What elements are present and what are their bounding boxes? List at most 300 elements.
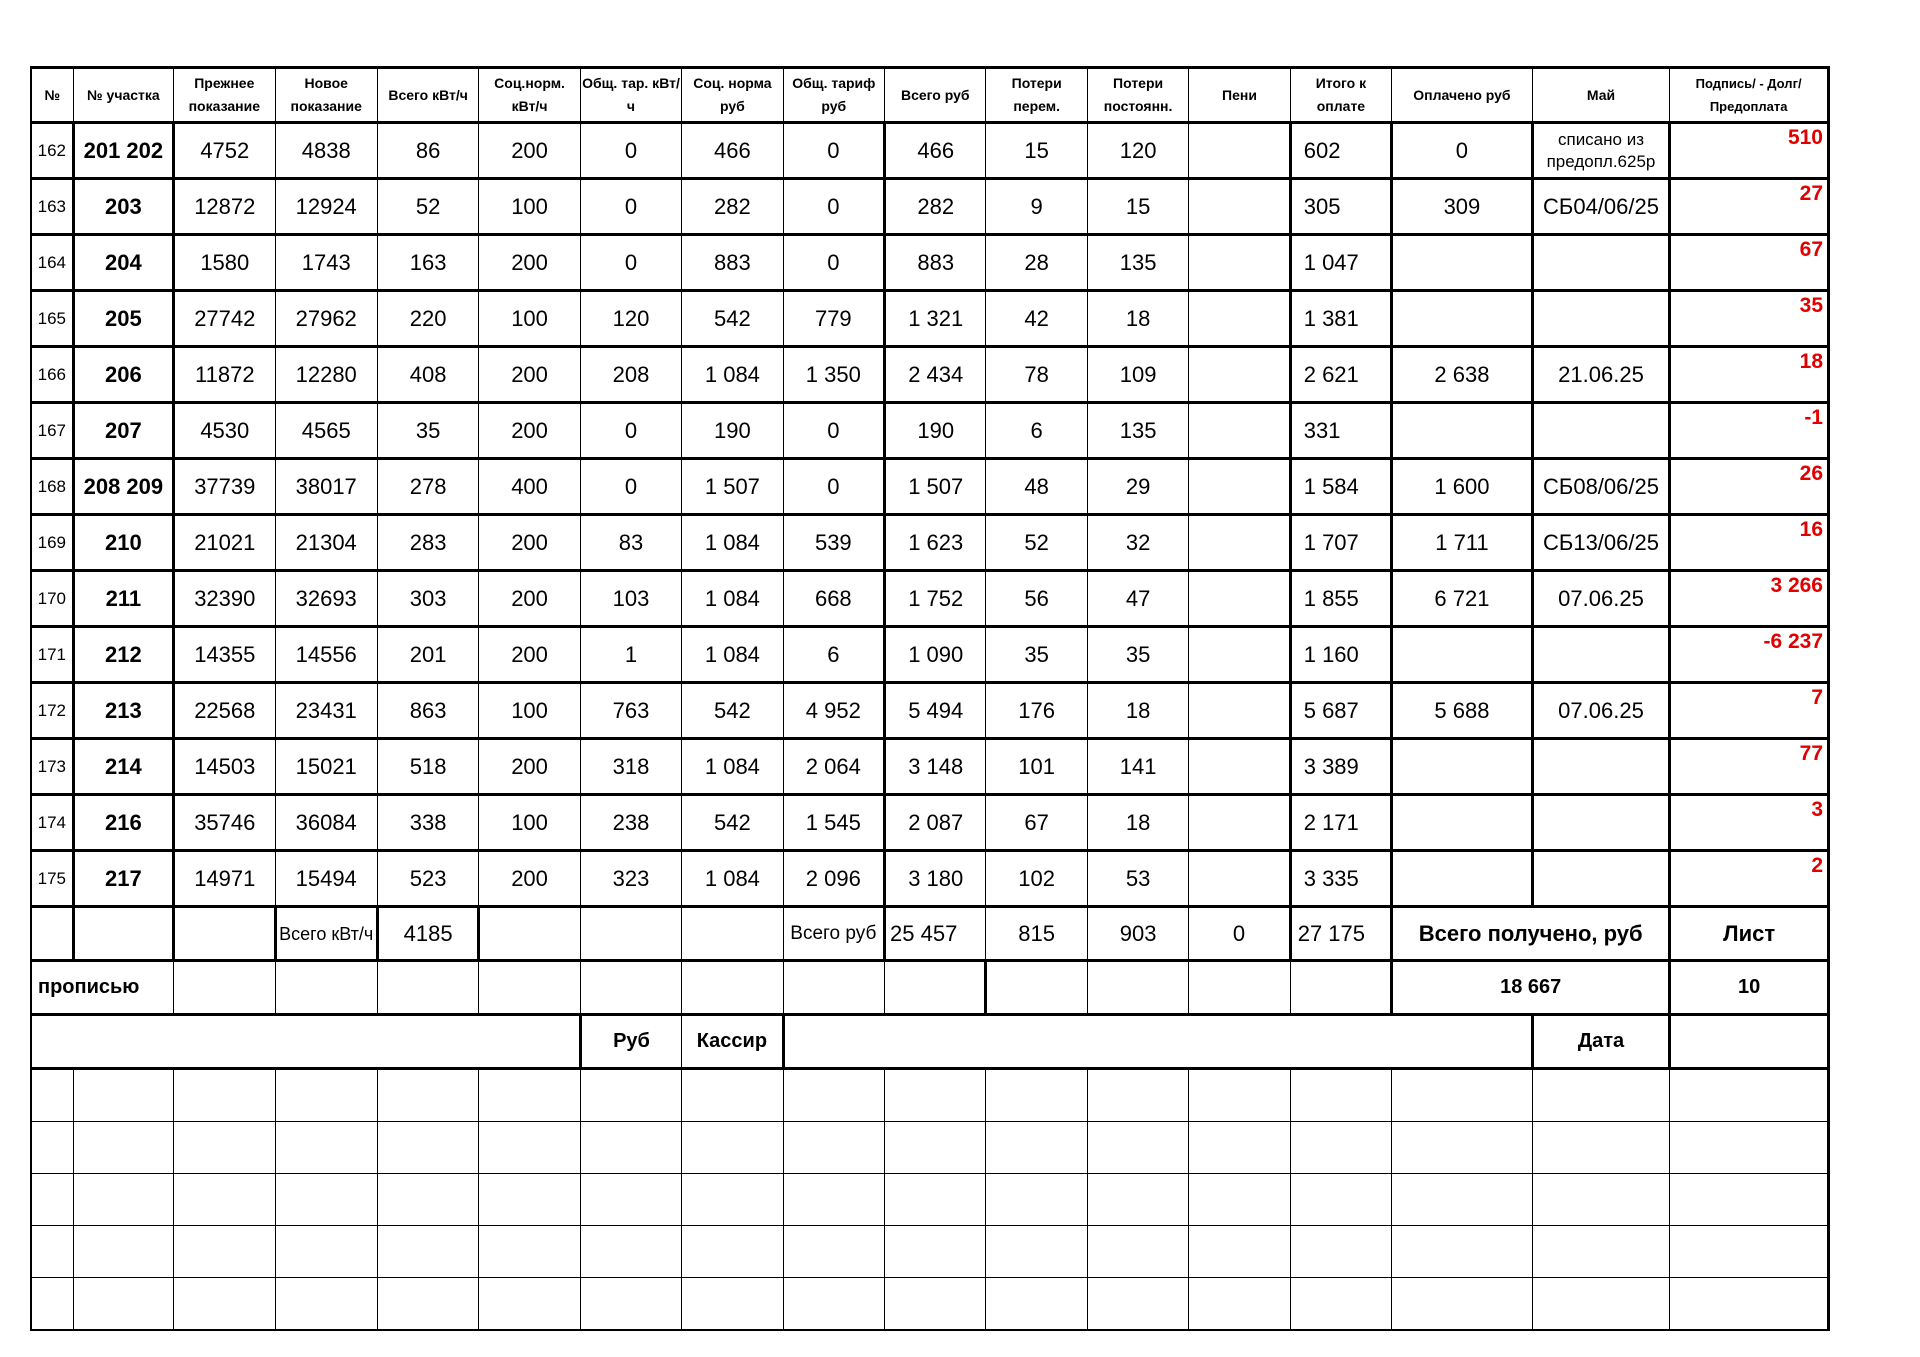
new-reading-cell: 38017 <box>275 459 377 515</box>
header-gen-rub: Общ. тариф руб <box>783 68 884 123</box>
empty-cell <box>377 1278 478 1331</box>
penalty-cell <box>1189 571 1290 627</box>
header-plot: № участка <box>73 68 173 123</box>
row-num-cell: 174 <box>31 795 73 851</box>
loss-constant-cell: 18 <box>1087 795 1188 851</box>
penalty-cell <box>1189 403 1290 459</box>
in-words-row <box>31 961 1829 1015</box>
social-rub-cell: 542 <box>682 795 783 851</box>
total-kwh-cell: 863 <box>377 683 478 739</box>
totals-penalty: 0 <box>1189 907 1290 961</box>
general-rub-cell: 2 096 <box>783 851 884 907</box>
totals-to-pay: 27 175 <box>1290 907 1391 961</box>
empty-cell <box>1290 1226 1391 1278</box>
general-rub-cell: 779 <box>783 291 884 347</box>
new-reading-cell: 21304 <box>275 515 377 571</box>
plot-number-cell: 211 <box>73 571 173 627</box>
social-rub-cell: 190 <box>682 403 783 459</box>
social-kwh-cell: 200 <box>479 403 580 459</box>
social-rub-cell: 1 084 <box>682 347 783 403</box>
empty-cell <box>1087 1278 1188 1331</box>
empty-cell <box>1087 1122 1188 1174</box>
amount-due-cell: 1 707 <box>1290 515 1391 571</box>
header-num: № <box>31 68 73 123</box>
social-rub-cell: 1 507 <box>682 459 783 515</box>
empty-cell <box>1392 1174 1533 1226</box>
loss-constant-cell: 29 <box>1087 459 1188 515</box>
total-rub-cell: 883 <box>885 235 986 291</box>
total-rub-cell: 1 752 <box>885 571 986 627</box>
header-gen-kwh: Общ. тар. кВт/ч <box>580 68 681 123</box>
empty-cell <box>783 1174 884 1226</box>
empty-cell <box>479 1174 580 1226</box>
new-reading-cell: 12280 <box>275 347 377 403</box>
social-kwh-cell: 100 <box>479 291 580 347</box>
loss-variable-cell: 102 <box>986 851 1087 907</box>
empty-cell <box>1670 1122 1829 1174</box>
empty-row <box>31 1226 1829 1278</box>
social-rub-cell: 282 <box>682 179 783 235</box>
empty-cell <box>1290 1278 1391 1331</box>
general-kwh-cell: 323 <box>580 851 681 907</box>
total-rub-cell: 190 <box>885 403 986 459</box>
row-num-cell: 173 <box>31 739 73 795</box>
prev-reading-cell: 14503 <box>174 739 275 795</box>
empty-cell <box>1532 1226 1670 1278</box>
total-kwh-cell: 283 <box>377 515 478 571</box>
row-num-cell: 164 <box>31 235 73 291</box>
in-words-blank <box>783 961 884 1015</box>
empty-cell <box>73 1069 173 1122</box>
penalty-cell <box>1189 627 1290 683</box>
empty-cell <box>1290 1069 1391 1122</box>
general-kwh-cell: 318 <box>580 739 681 795</box>
loss-constant-cell: 135 <box>1087 235 1188 291</box>
general-rub-cell: 0 <box>783 123 884 179</box>
balance-cell: 510 <box>1670 123 1829 179</box>
totals-row <box>31 907 1829 961</box>
social-kwh-cell: 100 <box>479 795 580 851</box>
new-reading-cell: 14556 <box>275 627 377 683</box>
plot-number-cell: 201 202 <box>73 123 173 179</box>
social-kwh-cell: 100 <box>479 683 580 739</box>
totals-blank <box>682 907 783 961</box>
payment-note-cell: 07.06.25 <box>1532 571 1670 627</box>
paid-rub-cell: 0 <box>1392 123 1533 179</box>
loss-variable-cell: 48 <box>986 459 1087 515</box>
amount-due-cell: 331 <box>1290 403 1391 459</box>
empty-cell <box>1189 1278 1290 1331</box>
header-paid: Оплачено руб <box>1392 68 1533 123</box>
general-rub-cell: 668 <box>783 571 884 627</box>
table-row <box>31 515 1829 571</box>
totals-blank <box>73 907 173 961</box>
total-kwh-cell: 163 <box>377 235 478 291</box>
balance-cell: 67 <box>1670 235 1829 291</box>
totals-blank <box>174 907 275 961</box>
prev-reading-cell: 1580 <box>174 235 275 291</box>
social-rub-cell: 1 084 <box>682 571 783 627</box>
empty-cell <box>377 1069 478 1122</box>
empty-cell <box>73 1174 173 1226</box>
prev-reading-cell: 27742 <box>174 291 275 347</box>
loss-constant-cell: 141 <box>1087 739 1188 795</box>
totals-kwh-value: 4185 <box>377 907 478 961</box>
loss-variable-cell: 52 <box>986 515 1087 571</box>
loss-constant-cell: 18 <box>1087 291 1188 347</box>
empty-cell <box>479 1226 580 1278</box>
paid-rub-cell <box>1392 795 1533 851</box>
social-kwh-cell: 200 <box>479 347 580 403</box>
loss-variable-cell: 56 <box>986 571 1087 627</box>
header-soc-rub: Соц. норма руб <box>682 68 783 123</box>
amount-due-cell: 2 171 <box>1290 795 1391 851</box>
in-words-blank <box>580 961 681 1015</box>
cashier-signature-field <box>783 1015 1532 1069</box>
in-words-label: прописью <box>31 961 174 1015</box>
social-kwh-cell: 200 <box>479 851 580 907</box>
total-rub-cell: 5 494 <box>885 683 986 739</box>
table-row <box>31 851 1829 907</box>
new-reading-cell: 36084 <box>275 795 377 851</box>
table-row <box>31 627 1829 683</box>
new-reading-cell: 27962 <box>275 291 377 347</box>
empty-cell <box>275 1226 377 1278</box>
empty-row <box>31 1069 1829 1122</box>
empty-cell <box>783 1278 884 1331</box>
payment-note-cell: СБ08/06/25 <box>1532 459 1670 515</box>
empty-cell <box>986 1122 1087 1174</box>
empty-cell <box>275 1122 377 1174</box>
sheet-label: Лист <box>1670 907 1829 961</box>
empty-cell <box>31 1069 73 1122</box>
empty-cell <box>783 1069 884 1122</box>
row-num-cell: 171 <box>31 627 73 683</box>
totals-blank <box>31 907 73 961</box>
empty-cell <box>783 1122 884 1174</box>
empty-cell <box>275 1278 377 1331</box>
general-kwh-cell: 1 <box>580 627 681 683</box>
paid-rub-cell: 6 721 <box>1392 571 1533 627</box>
total-kwh-cell: 408 <box>377 347 478 403</box>
new-reading-cell: 32693 <box>275 571 377 627</box>
prev-reading-cell: 21021 <box>174 515 275 571</box>
empty-cell <box>377 1122 478 1174</box>
general-rub-cell: 0 <box>783 403 884 459</box>
table-row <box>31 179 1829 235</box>
payment-note-cell <box>1532 795 1670 851</box>
empty-cell <box>479 1278 580 1331</box>
in-words-blank <box>479 961 580 1015</box>
empty-cell <box>1532 1069 1670 1122</box>
empty-cell <box>580 1174 681 1226</box>
paid-rub-cell <box>1392 235 1533 291</box>
row-num-cell: 168 <box>31 459 73 515</box>
general-rub-cell: 539 <box>783 515 884 571</box>
loss-variable-cell: 101 <box>986 739 1087 795</box>
empty-cell <box>580 1226 681 1278</box>
totals-loss-const: 903 <box>1087 907 1188 961</box>
amount-due-cell: 2 621 <box>1290 347 1391 403</box>
empty-cell <box>1290 1174 1391 1226</box>
balance-cell: 16 <box>1670 515 1829 571</box>
row-num-cell: 167 <box>31 403 73 459</box>
penalty-cell <box>1189 179 1290 235</box>
empty-cell <box>31 1278 73 1331</box>
in-words-blank <box>1087 961 1188 1015</box>
social-rub-cell: 542 <box>682 683 783 739</box>
empty-row <box>31 1278 1829 1331</box>
cashier-blank <box>31 1015 580 1069</box>
social-rub-cell: 466 <box>682 123 783 179</box>
social-rub-cell: 542 <box>682 291 783 347</box>
empty-cell <box>174 1122 275 1174</box>
in-words-blank <box>1290 961 1391 1015</box>
balance-cell: 3 <box>1670 795 1829 851</box>
table-row <box>31 795 1829 851</box>
balance-cell: 2 <box>1670 851 1829 907</box>
empty-cell <box>986 1278 1087 1331</box>
row-num-cell: 170 <box>31 571 73 627</box>
empty-cell <box>1670 1174 1829 1226</box>
empty-cell <box>682 1278 783 1331</box>
table-row <box>31 403 1829 459</box>
loss-variable-cell: 67 <box>986 795 1087 851</box>
total-rub-cell: 1 090 <box>885 627 986 683</box>
empty-cell <box>986 1226 1087 1278</box>
new-reading-cell: 4565 <box>275 403 377 459</box>
header-sign: Подпись/ - Долг/Предоплата <box>1670 68 1829 123</box>
paid-rub-cell: 1 600 <box>1392 459 1533 515</box>
loss-constant-cell: 53 <box>1087 851 1188 907</box>
social-kwh-cell: 400 <box>479 459 580 515</box>
date-field <box>1670 1015 1829 1069</box>
paid-rub-cell <box>1392 627 1533 683</box>
paid-rub-cell: 309 <box>1392 179 1533 235</box>
balance-cell: 3 266 <box>1670 571 1829 627</box>
totals-rub-label: Всего руб <box>783 907 884 961</box>
empty-cell <box>174 1069 275 1122</box>
paid-rub-cell: 2 638 <box>1392 347 1533 403</box>
loss-variable-cell: 15 <box>986 123 1087 179</box>
amount-due-cell: 1 160 <box>1290 627 1391 683</box>
payment-note-cell <box>1532 627 1670 683</box>
paid-rub-cell: 5 688 <box>1392 683 1533 739</box>
total-kwh-cell: 35 <box>377 403 478 459</box>
empty-cell <box>986 1174 1087 1226</box>
total-rub-cell: 282 <box>885 179 986 235</box>
general-kwh-cell: 0 <box>580 123 681 179</box>
empty-row <box>31 1122 1829 1174</box>
social-kwh-cell: 200 <box>479 739 580 795</box>
loss-variable-cell: 42 <box>986 291 1087 347</box>
plot-number-cell: 204 <box>73 235 173 291</box>
prev-reading-cell: 32390 <box>174 571 275 627</box>
amount-due-cell: 3 335 <box>1290 851 1391 907</box>
penalty-cell <box>1189 795 1290 851</box>
loss-variable-cell: 35 <box>986 627 1087 683</box>
empty-cell <box>1189 1174 1290 1226</box>
penalty-cell <box>1189 235 1290 291</box>
plot-number-cell: 214 <box>73 739 173 795</box>
empty-cell <box>1087 1069 1188 1122</box>
empty-cell <box>885 1226 986 1278</box>
prev-reading-cell: 22568 <box>174 683 275 739</box>
total-kwh-cell: 52 <box>377 179 478 235</box>
balance-cell: 35 <box>1670 291 1829 347</box>
amount-due-cell: 1 584 <box>1290 459 1391 515</box>
empty-cell <box>682 1174 783 1226</box>
sheet-number: 10 <box>1670 961 1829 1015</box>
meter-readings-sheet <box>30 66 1830 1331</box>
loss-variable-cell: 28 <box>986 235 1087 291</box>
header-kwh: Всего кВт/ч <box>377 68 478 123</box>
loss-variable-cell: 9 <box>986 179 1087 235</box>
in-words-blank <box>682 961 783 1015</box>
social-kwh-cell: 200 <box>479 627 580 683</box>
penalty-cell <box>1189 347 1290 403</box>
empty-cell <box>580 1122 681 1174</box>
loss-variable-cell: 176 <box>986 683 1087 739</box>
social-rub-cell: 883 <box>682 235 783 291</box>
empty-cell <box>479 1069 580 1122</box>
header-prev: Прежнее показание <box>174 68 275 123</box>
payment-note-cell: СБ13/06/25 <box>1532 515 1670 571</box>
social-rub-cell: 1 084 <box>682 739 783 795</box>
paid-rub-cell: 1 711 <box>1392 515 1533 571</box>
date-label: Дата <box>1532 1015 1670 1069</box>
penalty-cell <box>1189 739 1290 795</box>
row-num-cell: 166 <box>31 347 73 403</box>
payment-note-cell: списано из предопл.625р <box>1532 123 1670 179</box>
general-rub-cell: 1 545 <box>783 795 884 851</box>
paid-rub-cell <box>1392 291 1533 347</box>
empty-cell <box>1087 1174 1188 1226</box>
prev-reading-cell: 37739 <box>174 459 275 515</box>
amount-due-cell: 1 855 <box>1290 571 1391 627</box>
loss-constant-cell: 15 <box>1087 179 1188 235</box>
social-rub-cell: 1 084 <box>682 851 783 907</box>
total-received-value: 18 667 <box>1392 961 1670 1015</box>
balance-cell: -1 <box>1670 403 1829 459</box>
penalty-cell <box>1189 123 1290 179</box>
total-rub-cell: 466 <box>885 123 986 179</box>
empty-cell <box>1392 1069 1533 1122</box>
social-kwh-cell: 200 <box>479 123 580 179</box>
table-row <box>31 123 1829 179</box>
prev-reading-cell: 4752 <box>174 123 275 179</box>
cashier-label: Кассир <box>682 1015 783 1069</box>
prev-reading-cell: 14355 <box>174 627 275 683</box>
empty-cell <box>885 1122 986 1174</box>
loss-variable-cell: 6 <box>986 403 1087 459</box>
empty-cell <box>1670 1069 1829 1122</box>
social-kwh-cell: 200 <box>479 571 580 627</box>
plot-number-cell: 217 <box>73 851 173 907</box>
table-row <box>31 291 1829 347</box>
social-kwh-cell: 200 <box>479 235 580 291</box>
empty-cell <box>174 1226 275 1278</box>
plot-number-cell: 208 209 <box>73 459 173 515</box>
empty-cell <box>885 1069 986 1122</box>
general-rub-cell: 2 064 <box>783 739 884 795</box>
total-rub-cell: 3 180 <box>885 851 986 907</box>
amount-due-cell: 3 389 <box>1290 739 1391 795</box>
penalty-cell <box>1189 683 1290 739</box>
loss-constant-cell: 18 <box>1087 683 1188 739</box>
header-new: Новое показание <box>275 68 377 123</box>
social-rub-cell: 1 084 <box>682 627 783 683</box>
in-words-blank <box>174 961 275 1015</box>
total-kwh-cell: 303 <box>377 571 478 627</box>
empty-row <box>31 1174 1829 1226</box>
empty-cell <box>1290 1122 1391 1174</box>
total-kwh-cell: 518 <box>377 739 478 795</box>
penalty-cell <box>1189 851 1290 907</box>
in-words-blank <box>986 961 1087 1015</box>
empty-cell <box>73 1278 173 1331</box>
payment-note-cell <box>1532 291 1670 347</box>
row-num-cell: 172 <box>31 683 73 739</box>
prev-reading-cell: 11872 <box>174 347 275 403</box>
social-rub-cell: 1 084 <box>682 515 783 571</box>
balance-cell: 77 <box>1670 739 1829 795</box>
amount-due-cell: 1 381 <box>1290 291 1391 347</box>
row-num-cell: 175 <box>31 851 73 907</box>
plot-number-cell: 212 <box>73 627 173 683</box>
table-row <box>31 739 1829 795</box>
penalty-cell <box>1189 515 1290 571</box>
total-rub-cell: 2 434 <box>885 347 986 403</box>
total-rub-cell: 1 321 <box>885 291 986 347</box>
empty-cell <box>174 1174 275 1226</box>
empty-cell <box>1532 1122 1670 1174</box>
header-month: Май <box>1532 68 1670 123</box>
total-kwh-cell: 220 <box>377 291 478 347</box>
amount-due-cell: 305 <box>1290 179 1391 235</box>
prev-reading-cell: 14971 <box>174 851 275 907</box>
plot-number-cell: 205 <box>73 291 173 347</box>
loss-constant-cell: 135 <box>1087 403 1188 459</box>
payment-note-cell <box>1532 739 1670 795</box>
empty-cell <box>1189 1069 1290 1122</box>
empty-cell <box>580 1069 681 1122</box>
empty-cell <box>885 1278 986 1331</box>
prev-reading-cell: 12872 <box>174 179 275 235</box>
in-words-blank <box>885 961 986 1015</box>
empty-cell <box>1087 1226 1188 1278</box>
general-kwh-cell: 0 <box>580 403 681 459</box>
empty-cell <box>73 1226 173 1278</box>
new-reading-cell: 15021 <box>275 739 377 795</box>
new-reading-cell: 23431 <box>275 683 377 739</box>
empty-cell <box>783 1226 884 1278</box>
row-num-cell: 169 <box>31 515 73 571</box>
payment-note-cell: СБ04/06/25 <box>1532 179 1670 235</box>
empty-cell <box>73 1122 173 1174</box>
empty-cell <box>377 1174 478 1226</box>
table-row <box>31 235 1829 291</box>
empty-cell <box>479 1122 580 1174</box>
in-words-blank <box>377 961 478 1015</box>
payment-note-cell: 07.06.25 <box>1532 683 1670 739</box>
header-to-pay: Итого к оплате <box>1290 68 1391 123</box>
totals-kwh-label: Всего кВт/ч <box>275 907 377 961</box>
plot-number-cell: 207 <box>73 403 173 459</box>
payment-note-cell: 21.06.25 <box>1532 347 1670 403</box>
amount-due-cell: 602 <box>1290 123 1391 179</box>
empty-cell <box>275 1069 377 1122</box>
